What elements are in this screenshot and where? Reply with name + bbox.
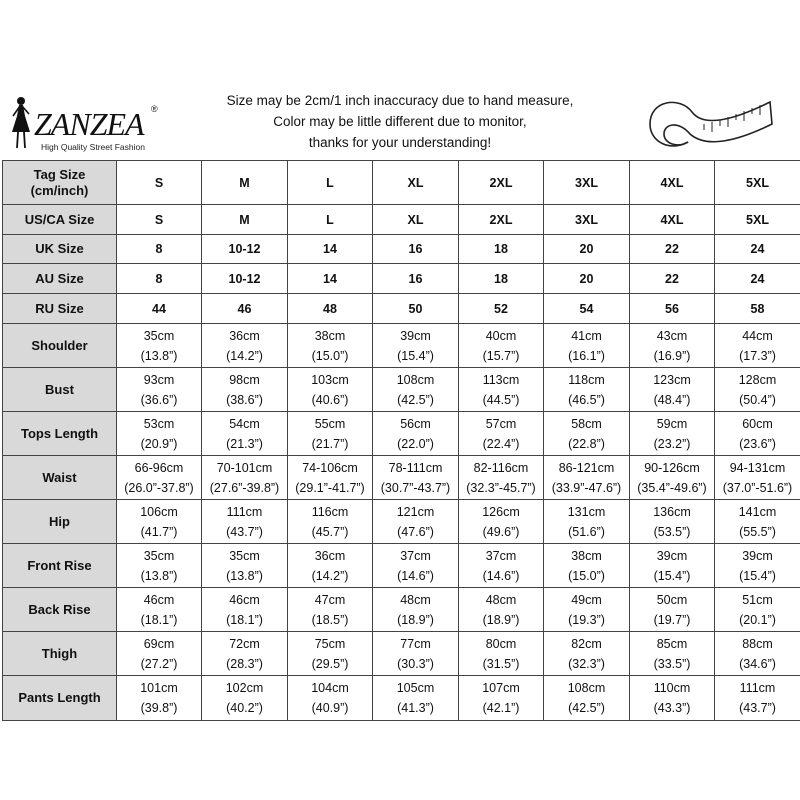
inch-value: (50.4”) [739,392,776,407]
measure-cell [202,456,288,500]
inch-value: (18.1”) [140,612,178,627]
measure-cell [544,676,630,721]
size-cell: 10-12 [202,235,288,264]
cm-value: 59cm [656,416,688,431]
notice-line: Color may be little different due to monitor, [273,114,527,129]
size-row [3,294,800,324]
inch-value: (15.7”) [482,348,520,363]
measure-cell [373,500,459,544]
inch-value: (18.9”) [397,612,434,627]
measuring-tape-icon [644,90,776,162]
size-cell: 22 [630,235,715,264]
inch-value: (30.7”-43.7”) [380,480,451,495]
inch-value: (18.5”) [311,612,349,627]
registered-mark: ® [151,104,158,114]
measure-cell [459,632,544,676]
measure-cell [117,676,202,721]
measure-cell [373,632,459,676]
cm-value: 55cm [314,416,346,431]
row-label: Tops Length [3,412,117,456]
inch-value: (46.5”) [568,392,605,407]
inch-value: (14.6”) [482,568,520,583]
inch-value: (15.0”) [311,348,349,363]
measure-cell [202,676,288,721]
brand-logo [8,90,168,154]
measure-cell [715,632,800,676]
inch-value: (27.2”) [140,656,178,671]
size-cell: M [202,161,288,205]
cm-value: 37cm [400,548,431,563]
size-cell: 54 [544,294,630,324]
measure-cell [117,588,202,632]
notice-line: thanks for your understanding! [308,135,492,150]
brand-tagline: High Quality Street Fashion [41,142,145,152]
size-cell: 14 [288,235,373,264]
measure-cell [715,500,800,544]
measure-cell [373,544,459,588]
cm-value: 40cm [485,328,517,343]
measure-cell [117,500,202,544]
size-cell: 24 [715,235,800,264]
measure-cell [630,324,715,368]
inch-value: (17.3”) [739,348,776,363]
measure-cell [117,412,202,456]
cm-value: 141cm [738,504,777,519]
cm-value: 136cm [653,504,691,519]
measure-cell [544,324,630,368]
cm-value: 58cm [571,416,602,431]
inch-value: (33.9”-47.6”) [551,480,622,495]
inch-value: (31.5”) [482,656,520,671]
inch-value: (13.8”) [140,348,178,363]
measure-cell [202,412,288,456]
size-cell: 18 [459,264,544,294]
size-cell: 4XL [630,161,715,205]
cm-value: 121cm [396,504,435,519]
cm-value: 105cm [396,681,435,695]
cm-value: 36cm [229,328,260,343]
fashion-figure-icon [8,94,34,150]
row-label: Back Rise [3,588,117,632]
inch-value: (41.3”) [397,701,434,715]
measure-cell [117,544,202,588]
measure-cell [715,588,800,632]
size-cell: 14 [288,264,373,294]
inch-value: (22.0”) [397,436,434,451]
measure-cell [630,544,715,588]
inch-value: (40.9”) [311,701,349,715]
measure-row [3,544,800,588]
cm-value: 39cm [656,548,688,563]
inch-value: (48.4”) [653,392,691,407]
size-row [3,161,800,205]
inch-value: (39.8”) [140,701,178,715]
measure-cell [202,500,288,544]
measure-cell [117,368,202,412]
cm-value: 88cm [742,636,773,651]
inch-value: (36.6”) [140,392,178,407]
size-cell: S [117,161,202,205]
size-cell: L [288,205,373,235]
measure-cell [459,456,544,500]
inch-value: (51.6”) [568,524,605,539]
row-label: US/CA Size [3,205,117,235]
cm-value: 44cm [742,328,773,343]
size-row [3,205,800,235]
measure-cell [544,456,630,500]
inch-value: (19.3”) [568,612,605,627]
size-cell: 56 [630,294,715,324]
inch-value: (18.1”) [226,612,263,627]
inch-value: (49.6”) [482,524,520,539]
measure-cell [202,588,288,632]
cm-value: 51cm [742,592,773,607]
size-cell: 52 [459,294,544,324]
cm-value: 53cm [143,416,175,431]
size-row [3,264,800,294]
size-cell: 3XL [544,161,630,205]
measure-cell [630,456,715,500]
cm-value: 126cm [482,504,520,519]
size-cell: XL [373,205,459,235]
row-label: AU Size [3,264,117,294]
cm-value: 74-106cm [302,460,358,475]
size-cell: 5XL [715,205,800,235]
measurement-notice [190,90,610,153]
measure-cell [288,676,373,721]
cm-value: 48cm [485,592,517,607]
measure-cell [288,324,373,368]
cm-value: 113cm [482,372,520,387]
cm-value: 77cm [400,636,431,651]
size-cell: 50 [373,294,459,324]
inch-value: (20.1”) [739,612,776,627]
measure-cell [715,368,800,412]
inch-value: (19.7”) [653,612,691,627]
cm-value: 82-116cm [473,460,529,475]
measure-cell [202,324,288,368]
size-cell: 16 [373,264,459,294]
row-label: UK Size [3,235,117,264]
inch-value: (16.9”) [653,348,691,363]
size-cell: 20 [544,264,630,294]
cm-value: 57cm [485,416,517,431]
measure-cell [288,544,373,588]
cm-value: 36cm [314,548,346,563]
inch-value: (13.8”) [226,568,263,583]
measure-cell [288,588,373,632]
inch-value: (29.5”) [311,656,349,671]
measure-cell [630,676,715,721]
inch-value: (18.9”) [482,612,520,627]
measure-cell [117,632,202,676]
inch-value: (42.1”) [482,701,520,715]
size-cell: L [288,161,373,205]
measure-cell [715,412,800,456]
inch-value: (33.5”) [653,656,691,671]
inch-value: (22.4”) [482,436,520,451]
cm-value: 39cm [400,328,431,343]
cm-value: 50cm [656,592,688,607]
row-label: Shoulder [3,324,117,368]
measure-row [3,500,800,544]
inch-value: (42.5”) [397,392,434,407]
measure-cell [544,544,630,588]
row-label: Tag Size (cm/inch) [3,161,117,205]
header [0,82,800,160]
measure-cell [117,456,202,500]
measure-cell [288,456,373,500]
inch-value: (29.1”-41.7”) [295,480,365,495]
cm-value: 131cm [567,504,606,519]
cm-value: 78-111cm [388,460,443,475]
measure-row [3,412,800,456]
inch-value: (21.3”) [226,436,263,451]
size-cell: 10-12 [202,264,288,294]
inch-value: (43.7”) [226,524,263,539]
cm-value: 38cm [571,548,602,563]
size-cell: 2XL [459,205,544,235]
measure-cell [544,412,630,456]
size-cell: 22 [630,264,715,294]
measure-cell [373,456,459,500]
inch-value: (14.6”) [397,568,434,583]
size-cell: 8 [117,264,202,294]
cm-value: 70-101cm [216,460,273,475]
measure-row [3,324,800,368]
row-label: Thigh [3,632,117,676]
measure-cell [544,368,630,412]
inch-value: (43.7”) [739,701,776,715]
measure-cell [544,632,630,676]
measure-cell [117,324,202,368]
cm-value: 108cm [567,681,606,695]
row-label: Pants Length [3,676,117,721]
measure-cell [459,676,544,721]
inch-value: (41.7”) [140,524,178,539]
cm-value: 118cm [568,372,605,387]
measure-cell [373,368,459,412]
size-row [3,235,800,264]
cm-value: 104cm [311,681,349,695]
measure-cell [202,632,288,676]
cm-value: 46cm [229,592,260,607]
inch-value: (14.2”) [226,348,263,363]
inch-value: (30.3”) [397,656,434,671]
measure-cell [630,412,715,456]
size-cell: 44 [117,294,202,324]
inch-value: (15.4”) [653,568,691,583]
cm-value: 48cm [400,592,431,607]
cm-value: 111cm [739,681,776,695]
inch-value: (45.7”) [311,524,349,539]
inch-value: (16.1”) [568,348,605,363]
cm-value: 35cm [229,548,260,563]
measure-cell [288,412,373,456]
row-label: Bust [3,368,117,412]
measure-cell [544,500,630,544]
inch-value: (40.2”) [226,701,263,715]
row-label: Front Rise [3,544,117,588]
inch-value: (22.8”) [568,436,605,451]
cm-value: 116cm [311,504,349,519]
size-cell: 48 [288,294,373,324]
measure-cell [373,324,459,368]
cm-value: 35cm [143,328,175,343]
size-cell: S [117,205,202,235]
measure-cell [288,368,373,412]
cm-value: 75cm [314,636,346,651]
cm-value: 90-126cm [644,460,700,475]
inch-value: (47.6”) [397,524,434,539]
measure-cell [459,544,544,588]
size-cell: M [202,205,288,235]
inch-value: (20.9”) [140,436,178,451]
measure-cell [202,544,288,588]
cm-value: 49cm [571,592,602,607]
cm-value: 106cm [140,504,178,519]
measure-cell [715,544,800,588]
size-cell: 8 [117,235,202,264]
cm-value: 72cm [229,636,260,651]
size-cell: 24 [715,264,800,294]
size-cell: 46 [202,294,288,324]
inch-value: (21.7”) [311,436,349,451]
inch-value: (15.4”) [739,568,776,583]
cm-value: 54cm [229,416,260,431]
size-cell: 4XL [630,205,715,235]
size-cell: XL [373,161,459,205]
row-label: RU Size [3,294,117,324]
measure-row [3,368,800,412]
cm-value: 69cm [143,636,175,651]
cm-value: 66-96cm [134,460,184,475]
size-cell: 2XL [459,161,544,205]
size-cell: 18 [459,235,544,264]
inch-value: (32.3”) [568,656,605,671]
inch-value: (15.0”) [568,568,605,583]
cm-value: 110cm [653,681,691,695]
inch-value: (40.6”) [311,392,349,407]
row-label: Hip [3,500,117,544]
inch-value: (34.6”) [739,656,776,671]
cm-value: 47cm [314,592,346,607]
inch-value: (42.5”) [568,701,605,715]
inch-value: (35.4”-49.6”) [637,480,707,495]
measure-row [3,588,800,632]
cm-value: 107cm [482,681,520,695]
measure-cell [544,588,630,632]
size-cell: 3XL [544,205,630,235]
size-cell: 16 [373,235,459,264]
measure-row [3,676,800,721]
measure-cell [202,368,288,412]
measure-cell [373,412,459,456]
measure-cell [630,588,715,632]
cm-value: 82cm [571,636,602,651]
measure-cell [715,676,800,721]
cm-value: 101cm [140,681,178,695]
measure-cell [630,632,715,676]
cm-value: 103cm [311,372,349,387]
cm-value: 85cm [656,636,688,651]
cm-value: 60cm [742,416,773,431]
cm-value: 123cm [653,372,691,387]
measure-cell [373,676,459,721]
cm-value: 41cm [571,328,602,343]
inch-value: (14.2”) [311,568,349,583]
inch-value: (15.4”) [397,348,434,363]
measure-cell [715,456,800,500]
cm-value: 128cm [738,372,777,387]
measure-cell [373,588,459,632]
brand-name: ZANZEA [34,106,144,142]
cm-value: 98cm [229,372,260,387]
measure-cell [288,632,373,676]
inch-value: (53.5”) [653,524,691,539]
size-cell: 5XL [715,161,800,205]
cm-value: 38cm [314,328,346,343]
inch-value: (55.5”) [739,524,776,539]
measure-cell [459,324,544,368]
cm-value: 94-131cm [729,460,786,475]
inch-value: (28.3”) [226,656,263,671]
notice-line: Size may be 2cm/1 inch inaccuracy due to hand measure, [226,93,574,108]
inch-value: (44.5”) [482,392,520,407]
inch-value: (13.8”) [140,568,178,583]
size-chart-table [2,160,800,721]
row-label: Waist [3,456,117,500]
measure-cell [459,588,544,632]
cm-value: 111cm [226,504,263,519]
size-cell: 20 [544,235,630,264]
inch-value: (23.6”) [739,436,776,451]
cm-value: 56cm [400,416,431,431]
measure-row [3,456,800,500]
inch-value: (26.0”-37.8”) [124,480,194,495]
measure-cell [459,368,544,412]
cm-value: 43cm [656,328,688,343]
cm-value: 93cm [143,372,175,387]
measure-cell [459,412,544,456]
measure-row [3,632,800,676]
inch-value: (37.0”-51.6”) [722,480,793,495]
measure-cell [288,500,373,544]
cm-value: 46cm [143,592,175,607]
cm-value: 35cm [143,548,175,563]
inch-value: (23.2”) [653,436,691,451]
measure-cell [630,368,715,412]
size-cell: 58 [715,294,800,324]
cm-value: 102cm [225,681,264,695]
measure-cell [715,324,800,368]
inch-value: (43.3”) [653,701,691,715]
cm-value: 80cm [485,636,517,651]
inch-value: (32.3”-45.7”) [466,480,536,495]
cm-value: 37cm [485,548,517,563]
inch-value: (38.6”) [226,392,263,407]
inch-value: (27.6”-39.8”) [209,480,280,495]
measure-cell [459,500,544,544]
cm-value: 86-121cm [558,460,615,475]
cm-value: 108cm [396,372,435,387]
cm-value: 39cm [742,548,773,563]
measure-cell [630,500,715,544]
